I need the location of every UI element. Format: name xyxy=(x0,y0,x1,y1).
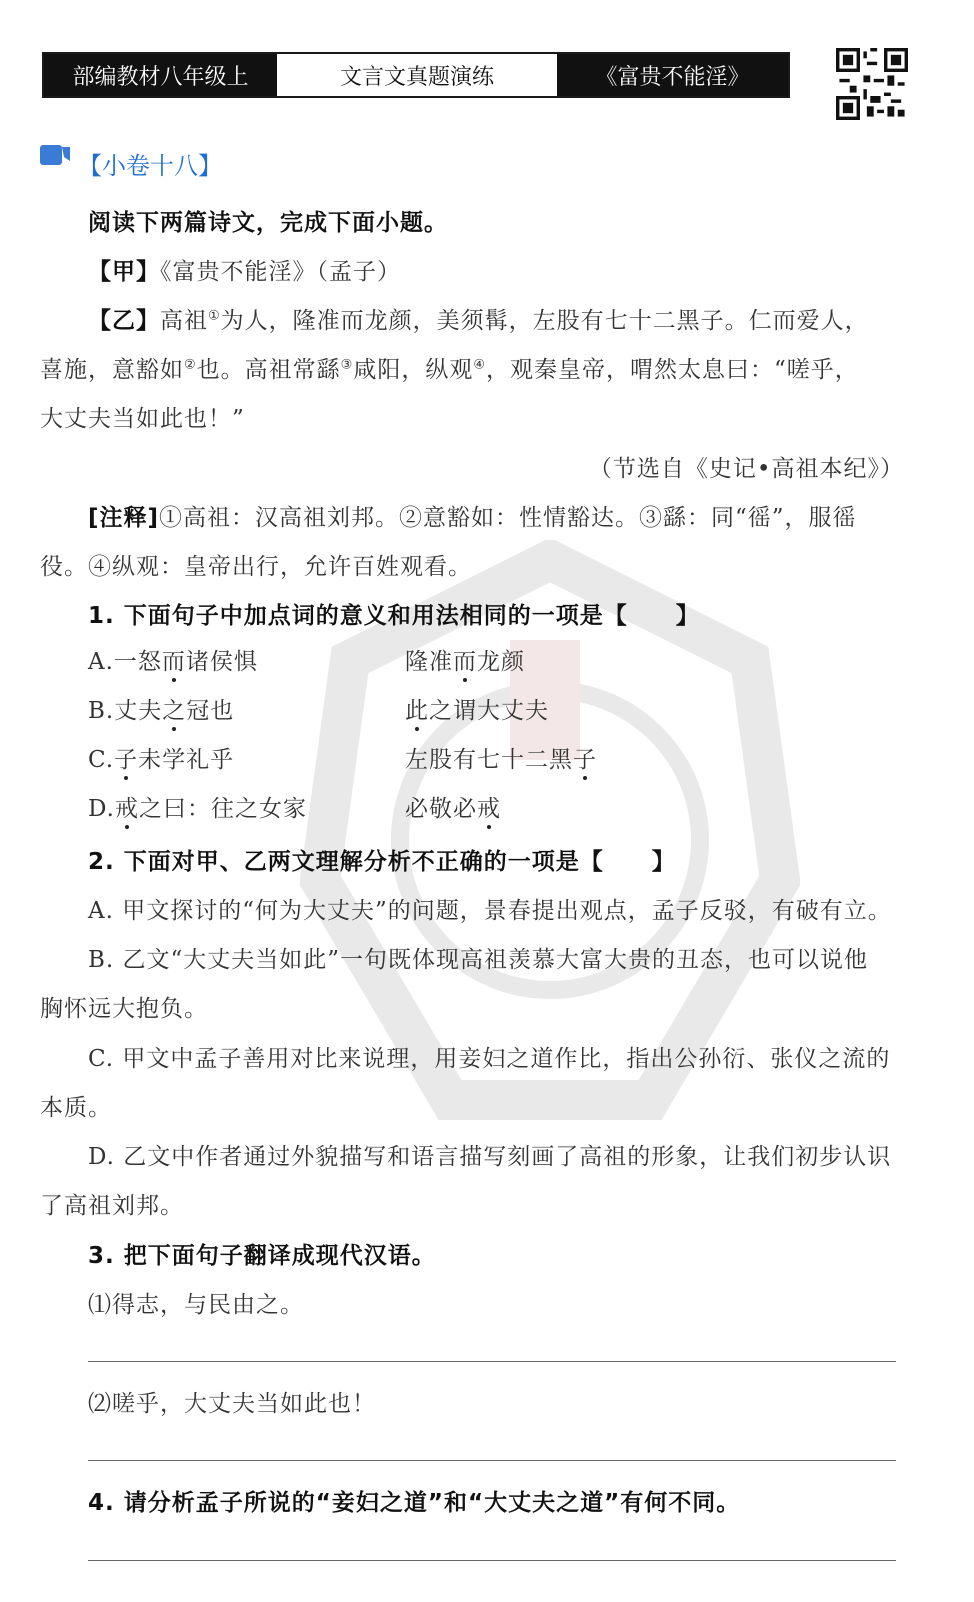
text-jia xyxy=(88,253,401,286)
option-text: 左股有七十二黑 xyxy=(405,747,573,773)
q1-option-d-left xyxy=(88,790,307,823)
yi-text: 喜施，意豁如 xyxy=(40,357,184,383)
option-text: 诸侯惧 xyxy=(185,649,258,675)
qr-code-icon xyxy=(836,48,908,120)
q2-option-c: C. 甲文中孟子善用对比来说理，用妾妇之道作比，指出公孙衍、张仪之流的 xyxy=(88,1046,891,1072)
question-4-stem: 4. 请分析孟子所说的“妾妇之道”和“大丈夫之道”有何不同。 xyxy=(88,1490,741,1516)
q1-option-c-right xyxy=(405,741,597,774)
q3-sentence-1: ⑴得志，与民由之。 xyxy=(88,1292,304,1318)
q1-option-a-left xyxy=(88,643,258,676)
dotted-word: 此 xyxy=(405,698,429,724)
option-text: 必敬必 xyxy=(405,796,477,822)
option-letter: D. xyxy=(88,796,115,822)
answer-line-1[interactable] xyxy=(88,1361,896,1362)
q2-option-c-cont: 本质。 xyxy=(40,1095,112,1121)
q2-option-d: D. 乙文中作者通过外貌描写和语言描写刻画了高祖的形象，让我们初步认识 xyxy=(88,1144,892,1170)
yi-text: 为人，隆准而龙颜，美须髯，左股有七十二黑子。仁而爱人， xyxy=(220,308,869,334)
dotted-word: 而 xyxy=(161,649,186,675)
q1-option-b-left xyxy=(88,692,234,725)
dotted-word: 戒 xyxy=(477,796,501,822)
dotted-word: 子 xyxy=(114,747,139,773)
section-title: 【小卷十八】 xyxy=(78,152,222,180)
yi-label: 【乙】 xyxy=(88,308,160,334)
q1-option-c-left xyxy=(88,741,234,774)
bookmark-icon xyxy=(40,143,70,167)
yi-text: ，观秦皇帝，喟然太息曰：“嗟乎， xyxy=(485,357,859,383)
option-text: 隆准 xyxy=(405,649,453,675)
dotted-word: 戒 xyxy=(114,796,139,822)
option-text: 龙颜 xyxy=(477,649,525,675)
source-citation: （节选自《史记•高祖本纪》） xyxy=(588,456,904,482)
yi-text: 也。高祖常繇 xyxy=(196,357,341,383)
header-grade: 部编教材八年级上 xyxy=(44,54,277,96)
q3-sentence-2: ⑵嗟乎，大丈夫当如此也！ xyxy=(88,1391,376,1417)
option-text: 一怒 xyxy=(113,649,162,675)
text-yi-line-3: 大丈夫当如此也！” xyxy=(40,406,245,432)
q1-option-a-right xyxy=(405,643,525,676)
yi-text: 咸阳，纵观 xyxy=(353,357,474,383)
header-topic: 文言文真题演练 xyxy=(277,54,557,96)
text-yi-line-1 xyxy=(88,302,869,335)
notes-label: [注释] xyxy=(88,505,160,531)
answer-line-3[interactable] xyxy=(88,1560,896,1561)
yi-text: 高祖 xyxy=(160,308,208,334)
option-text: 丈夫 xyxy=(114,698,163,724)
q2-option-b: B. 乙文“大丈夫当如此”一句既体现高祖羡慕大富大贵的丑态，也可以说他 xyxy=(88,947,869,973)
option-text: 未学礼乎 xyxy=(138,747,235,773)
jia-text: 《富贵不能淫》（孟子） xyxy=(160,259,401,285)
dotted-word: 而 xyxy=(453,649,477,675)
question-2-stem: 2. 下面对甲、乙两文理解分析不正确的一项是【 】 xyxy=(88,849,676,875)
footnote-marker: ② xyxy=(184,357,197,373)
footnote-marker: ③ xyxy=(340,357,354,373)
header-bar xyxy=(42,52,790,98)
option-text: 冠也 xyxy=(186,698,235,724)
dotted-word: 之 xyxy=(162,698,187,724)
dotted-word: 子 xyxy=(573,747,597,773)
q2-option-a: A. 甲文探讨的“何为大丈夫”的问题，景春提出观点，孟子反驳，有破有立。 xyxy=(88,898,892,924)
notes-line-1 xyxy=(88,499,857,532)
q1-option-d-right xyxy=(405,790,501,823)
option-letter: C. xyxy=(88,747,115,773)
q1-option-b-right xyxy=(405,692,549,725)
instruction: 阅读下两篇诗文，完成下面小题。 xyxy=(88,210,448,236)
option-text: 之谓大丈夫 xyxy=(429,698,549,724)
notes-text: ①高祖：汉高祖刘邦。②意豁如：性情豁达。③繇：同“徭”，服徭 xyxy=(159,505,857,531)
jia-label: 【甲】 xyxy=(88,259,160,285)
option-letter: A. xyxy=(88,649,114,675)
question-3-stem: 3. 把下面句子翻译成现代汉语。 xyxy=(88,1243,436,1269)
option-letter: B. xyxy=(88,698,115,724)
text-yi-line-2 xyxy=(40,351,859,384)
option-text: 之曰：往之女家 xyxy=(138,796,307,822)
notes-line-2: 役。④纵观：皇帝出行，允许百姓观看。 xyxy=(40,554,472,580)
q2-option-d-cont: 了高祖刘邦。 xyxy=(40,1193,184,1219)
answer-line-2[interactable] xyxy=(88,1460,896,1461)
footnote-marker: ① xyxy=(208,308,221,324)
q2-option-b-cont: 胸怀远大抱负。 xyxy=(40,996,208,1022)
footnote-marker: ④ xyxy=(473,357,486,373)
question-1-stem: 1. 下面句子中加点词的意义和用法相同的一项是【 】 xyxy=(88,603,700,629)
header-title: 《富贵不能淫》 xyxy=(557,54,788,96)
